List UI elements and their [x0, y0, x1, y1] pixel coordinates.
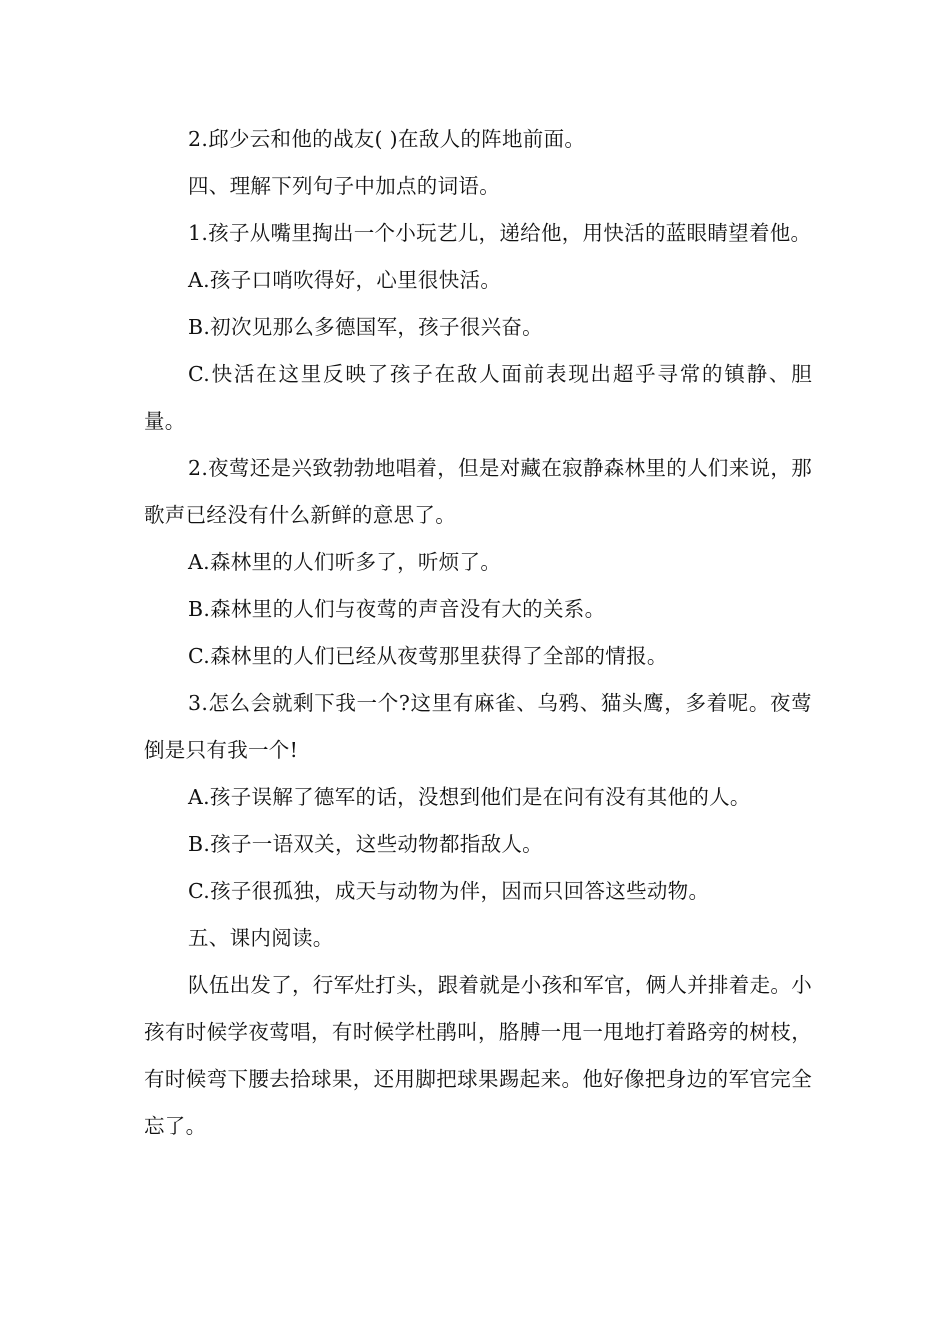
- section-5-heading: 五、课内阅读。: [188, 926, 334, 950]
- question-4-1-option-c: C.快活在这里反映了孩子在敌人面前表现出超乎寻常的镇静、胆量。: [144, 362, 812, 433]
- document-body: [144, 116, 812, 1150]
- question-2-fill-blank: 2.邱少云和他的战友( )在敌人的阵地前面。: [188, 127, 586, 151]
- question-4-3-sentence: 3.怎么会就剩下我一个?这里有麻雀、乌鸦、猫头鹰，多着呢。夜莺倒是只有我一个!: [144, 691, 812, 762]
- question-4-3-option-b: B.孩子一语双关，这些动物都指敌人。: [188, 832, 543, 856]
- question-4-3-option-c: C.孩子很孤独，成天与动物为伴，因而只回答这些动物。: [188, 879, 710, 903]
- question-4-2-option-a: A.森林里的人们听多了，听烦了。: [188, 550, 502, 574]
- question-4-2-sentence: 2.夜莺还是兴致勃勃地唱着，但是对藏在寂静森林里的人们来说，那歌声已经没有什么新鲜的意思了。: [144, 456, 812, 527]
- question-4-2-option-c: C.森林里的人们已经从夜莺那里获得了全部的情报。: [188, 644, 668, 668]
- question-4-1-option-b: B.初次见那么多德国军，孩子很兴奋。: [188, 315, 543, 339]
- question-4-3-option-a: A.孩子误解了德军的话，没想到他们是在问有没有其他的人。: [188, 785, 751, 809]
- question-4-1-sentence: 1.孩子从嘴里掏出一个小玩艺儿，递给他，用快活的蓝眼睛望着他。: [188, 221, 812, 245]
- section-4-heading: 四、理解下列句子中加点的词语。: [188, 174, 500, 198]
- question-4-2-option-b: B.森林里的人们与夜莺的声音没有大的关系。: [188, 597, 606, 621]
- reading-passage: 队伍出发了，行军灶打头，跟着就是小孩和军官，俩人并排着走。小孩有时候学夜莺唱，有时候学杜鹃叫，胳膊一甩一甩地打着路旁的树枝，有时候弯下腰去拾球果，还用脚把球果踢起来。他好像把身边的军官完全忘了。: [144, 973, 812, 1138]
- question-4-1-option-a: A.孩子口哨吹得好，心里很快活。: [188, 268, 502, 292]
